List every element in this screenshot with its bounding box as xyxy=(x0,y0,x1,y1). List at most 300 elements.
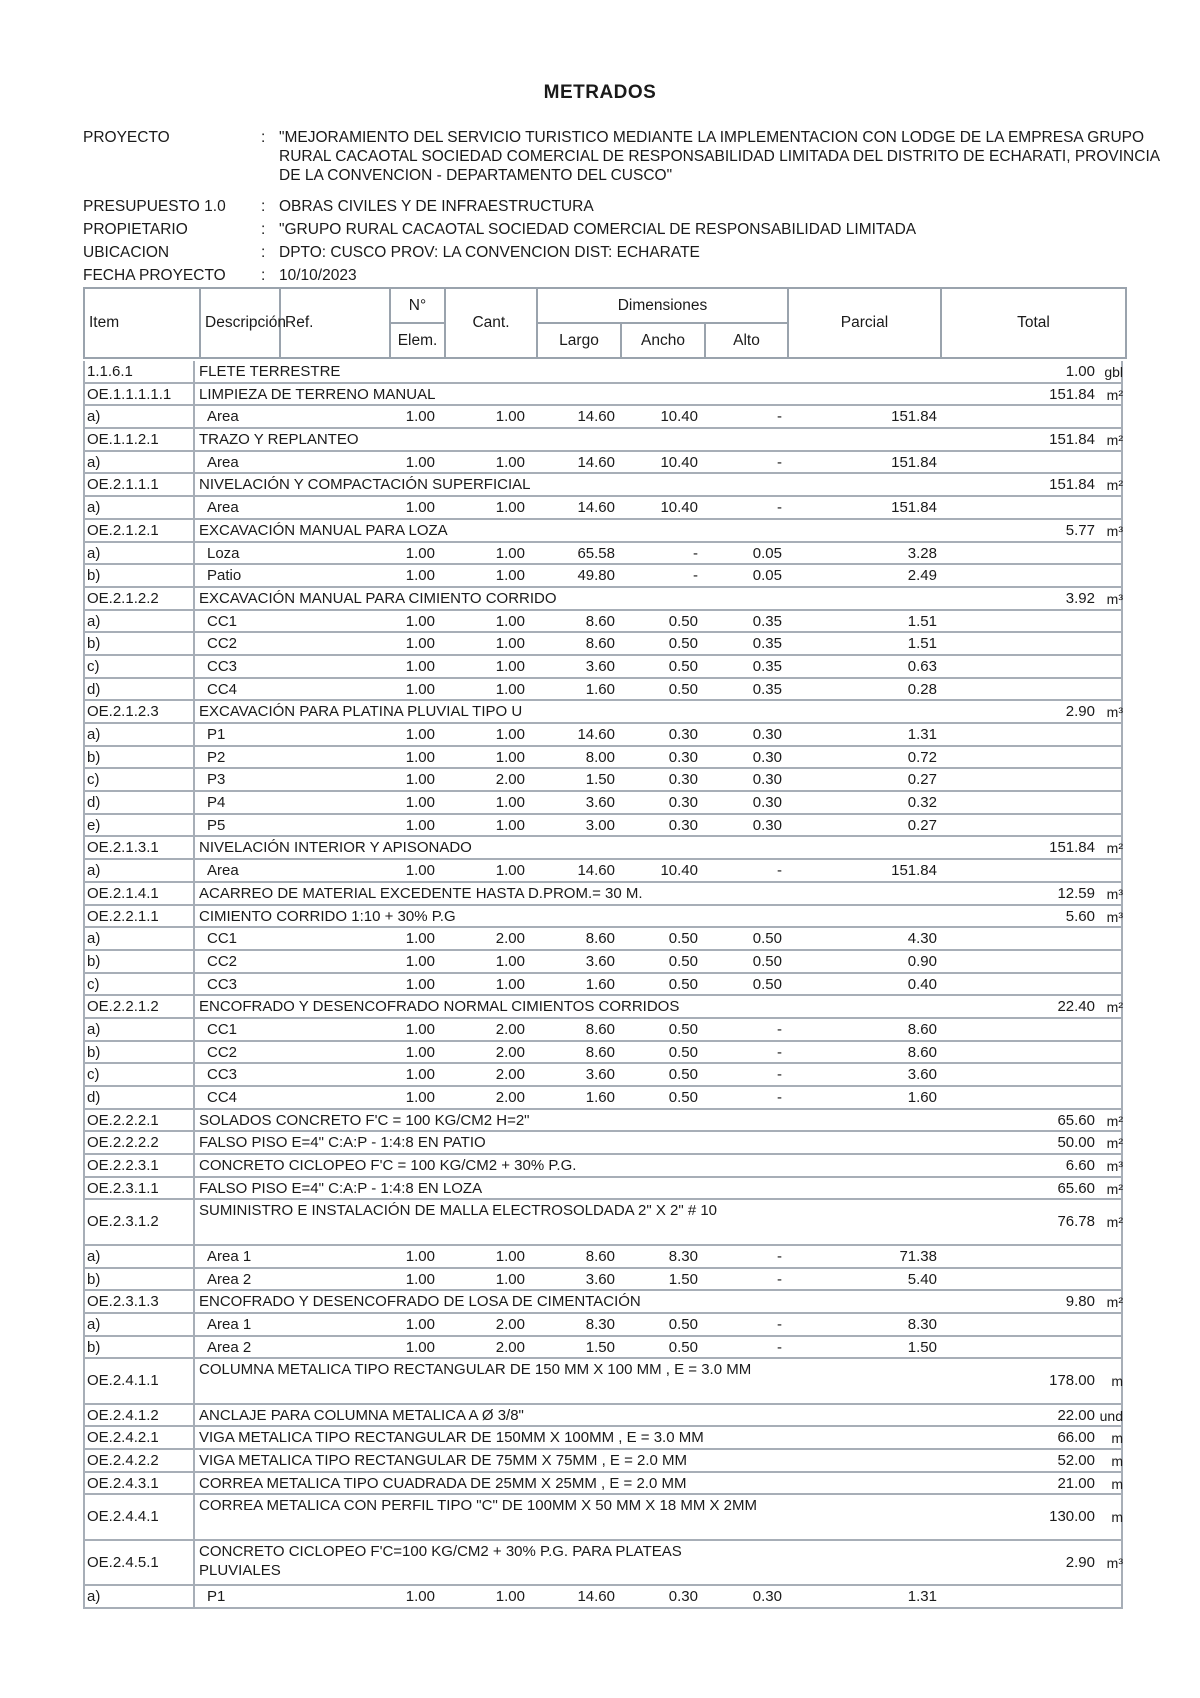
largo-cell: 3.00 xyxy=(585,816,615,834)
alto-cell: 0.30 xyxy=(752,771,782,789)
item-row xyxy=(83,837,1123,860)
unit-cell: und xyxy=(1099,1407,1123,1424)
item-description: EXCAVACIÓN PARA PLATINA PLUVIAL TIPO U xyxy=(199,703,523,721)
alto-cell: 0.50 xyxy=(752,930,782,948)
unit-cell: m³ xyxy=(1106,1554,1123,1571)
sub-item-label: d) xyxy=(87,794,101,812)
item-code: OE.2.4.3.1 xyxy=(87,1474,159,1492)
column-divider xyxy=(193,747,195,768)
total-cell: 65.60 xyxy=(1057,1111,1095,1129)
n-elem-cell: 1.00 xyxy=(405,975,435,993)
item-description: ENCOFRADO Y DESENCOFRADO DE LOSA DE CIMENTACIÓN xyxy=(199,1293,641,1311)
column-divider xyxy=(193,1337,195,1358)
item-code: OE.2.4.2.1 xyxy=(87,1429,159,1447)
presupuesto-label: PRESUPUESTO 1.0 xyxy=(83,198,226,215)
colon: : xyxy=(261,267,266,284)
detail-description: Area 2 xyxy=(207,1270,252,1288)
column-divider xyxy=(193,361,195,382)
unit-cell: m³ xyxy=(1106,1158,1123,1175)
ancho-cell: 10.40 xyxy=(660,862,698,880)
item-code: OE.2.3.1.3 xyxy=(87,1293,159,1311)
cant-cell: 1.00 xyxy=(495,453,525,471)
n-elem-cell: 1.00 xyxy=(405,1066,435,1084)
column-divider xyxy=(193,679,195,700)
largo-cell: 14.60 xyxy=(577,499,615,517)
largo-cell: 14.60 xyxy=(577,862,615,880)
ancho-cell: 0.50 xyxy=(668,612,698,630)
column-divider xyxy=(193,1427,195,1448)
column-divider xyxy=(193,565,195,586)
total-cell: 9.80 xyxy=(1065,1293,1095,1311)
n-elem-cell: 1.00 xyxy=(405,657,435,675)
parcial-cell: 2.49 xyxy=(907,567,937,585)
parcial-cell: 3.60 xyxy=(907,1066,937,1084)
total-cell: 2.90 xyxy=(1065,1553,1095,1571)
detail-description: Area xyxy=(207,453,239,471)
parcial-cell: 0.40 xyxy=(907,975,937,993)
ancho-cell: 0.50 xyxy=(668,635,698,653)
total-cell: 66.00 xyxy=(1057,1429,1095,1447)
item-code: 1.1.6.1 xyxy=(87,363,133,380)
n-elem-cell: 1.00 xyxy=(405,1247,435,1265)
detail-row xyxy=(83,497,1123,520)
parcial-cell: 0.27 xyxy=(907,771,937,789)
parcial-cell: 151.84 xyxy=(891,453,937,471)
detail-row xyxy=(83,951,1123,974)
sub-item-label: b) xyxy=(87,1270,101,1288)
column-header-table xyxy=(83,287,1127,359)
largo-cell: 14.60 xyxy=(577,726,615,743)
detail-description: CC1 xyxy=(207,612,238,630)
ancho-cell: - xyxy=(693,544,698,562)
unit-cell: m² xyxy=(1106,432,1123,449)
item-description: ANCLAJE PARA COLUMNA METALICA A Ø 3/8" xyxy=(199,1406,524,1424)
column-divider xyxy=(193,384,195,405)
column-divider xyxy=(193,951,195,972)
detail-row xyxy=(83,679,1123,702)
unit-cell: m xyxy=(1111,1475,1123,1492)
column-divider xyxy=(193,429,195,450)
item-description: CONCRETO CICLOPEO F'C=100 KG/CM2 + 30% P.G. PARA PLATEAS PLUVIALES xyxy=(199,1542,682,1579)
cant-cell: 2.00 xyxy=(495,1020,525,1038)
alto-cell: 0.05 xyxy=(752,544,782,562)
item-code: OE.2.3.1.1 xyxy=(87,1179,159,1197)
alto-cell: - xyxy=(777,1270,782,1288)
item-row xyxy=(83,1359,1123,1404)
detail-row xyxy=(83,928,1123,951)
alto-cell: - xyxy=(777,1338,782,1356)
item-code: OE.2.1.2.2 xyxy=(87,589,159,607)
item-row xyxy=(83,1450,1123,1473)
cant-cell: 1.00 xyxy=(495,544,525,562)
ancho-cell: 8.30 xyxy=(668,1247,698,1265)
total-cell: 178.00 xyxy=(1049,1372,1095,1390)
total-cell: 1.00 xyxy=(1065,363,1095,380)
sub-item-label: c) xyxy=(87,1066,100,1084)
item-code: OE.2.2.1.2 xyxy=(87,998,159,1016)
n-elem-cell: 1.00 xyxy=(405,1043,435,1061)
alto-cell: - xyxy=(777,1089,782,1106)
column-divider xyxy=(193,1359,195,1402)
sub-item-label: a) xyxy=(87,612,101,630)
column-divider xyxy=(193,1110,195,1131)
n-elem-cell: 1.00 xyxy=(405,726,435,743)
item-description: ACARREO DE MATERIAL EXCEDENTE HASTA D.PROM.= 30 M. xyxy=(199,884,643,902)
parcial-cell: 8.60 xyxy=(907,1020,937,1038)
alto-cell: 0.35 xyxy=(752,657,782,675)
total-cell: 22.00 xyxy=(1057,1406,1095,1424)
proyecto-row xyxy=(83,128,1160,188)
item-description: NIVELACIÓN INTERIOR Y APISONADO xyxy=(199,839,472,857)
parcial-cell: 0.32 xyxy=(907,794,937,812)
detail-description: P3 xyxy=(207,771,226,789)
largo-cell: 1.60 xyxy=(585,1089,615,1106)
largo-cell: 8.60 xyxy=(585,1043,615,1061)
detail-row xyxy=(83,1246,1123,1269)
parcial-cell: 1.31 xyxy=(907,1588,937,1606)
sub-item-label: b) xyxy=(87,952,101,970)
detail-description: CC2 xyxy=(207,952,238,970)
unit-cell: m³ xyxy=(1106,908,1123,925)
alto-cell: 0.05 xyxy=(752,567,782,585)
detail-description: Patio xyxy=(207,567,242,585)
cant-cell: 2.00 xyxy=(495,1338,525,1356)
fecha-value: 10/10/2023 xyxy=(279,267,357,284)
item-row xyxy=(83,361,1123,384)
detail-description: Area xyxy=(207,499,239,517)
item-description: CORREA METALICA TIPO CUADRADA DE 25MM X 25MM , E = 2.0 MM xyxy=(199,1474,687,1492)
detail-row xyxy=(83,1269,1123,1292)
item-code: OE.2.4.4.1 xyxy=(87,1508,159,1526)
item-description: CORREA METALICA CON PERFIL TIPO "C" DE 100MM X 50 MM X 18 MM X 2MM xyxy=(199,1497,757,1515)
unit-cell: m³ xyxy=(1106,704,1123,721)
ancho-cell: 10.40 xyxy=(660,453,698,471)
n-elem-cell: 1.00 xyxy=(405,680,435,698)
detail-row xyxy=(83,1087,1123,1110)
parcial-cell: 0.63 xyxy=(907,657,937,675)
largo-cell: 1.60 xyxy=(585,680,615,698)
item-code: OE.2.4.5.1 xyxy=(87,1553,159,1571)
cant-cell: 1.00 xyxy=(495,1270,525,1288)
column-divider xyxy=(193,1269,195,1290)
column-divider xyxy=(193,906,195,927)
detail-description: P5 xyxy=(207,816,226,834)
n-elem-cell: 1.00 xyxy=(405,544,435,562)
detail-description: CC4 xyxy=(207,680,238,698)
cant-cell: 1.00 xyxy=(495,952,525,970)
n-elem-cell: 1.00 xyxy=(405,567,435,585)
item-code: OE.2.2.2.1 xyxy=(87,1111,159,1129)
detail-row xyxy=(83,1586,1123,1609)
item-row xyxy=(83,429,1123,452)
detail-description: P2 xyxy=(207,748,226,766)
n-elem-cell: 1.00 xyxy=(405,453,435,471)
unit-cell: m² xyxy=(1106,1180,1123,1197)
item-description: CIMIENTO CORRIDO 1:10 + 30% P.G xyxy=(199,907,456,925)
cant-cell: 1.00 xyxy=(495,816,525,834)
column-divider xyxy=(193,1042,195,1063)
column-divider xyxy=(193,656,195,677)
item-row xyxy=(83,1405,1123,1428)
n-elem-cell: 1.00 xyxy=(405,1270,435,1288)
alto-cell: 0.30 xyxy=(752,726,782,743)
alto-cell: - xyxy=(777,1315,782,1333)
item-description: TRAZO Y REPLANTEO xyxy=(199,431,359,449)
item-code: OE.2.1.2.1 xyxy=(87,521,159,539)
sub-item-label: d) xyxy=(87,1089,101,1106)
column-divider xyxy=(193,588,195,609)
item-code: OE.2.3.1.2 xyxy=(87,1213,159,1231)
alto-cell: - xyxy=(777,408,782,426)
ancho-cell: 0.50 xyxy=(668,975,698,993)
detail-row xyxy=(83,974,1123,997)
detail-description: CC1 xyxy=(207,930,238,948)
alto-cell: 0.35 xyxy=(752,612,782,630)
alto-cell: - xyxy=(777,499,782,517)
cant-cell: 1.00 xyxy=(495,612,525,630)
item-description: ENCOFRADO Y DESENCOFRADO NORMAL CIMIENTOS CORRIDOS xyxy=(199,998,680,1016)
item-row xyxy=(83,883,1123,906)
total-cell: 65.60 xyxy=(1057,1179,1095,1197)
largo-cell: 8.60 xyxy=(585,612,615,630)
sub-item-label: b) xyxy=(87,567,101,585)
alto-cell: - xyxy=(777,1066,782,1084)
detail-row xyxy=(83,747,1123,770)
total-cell: 5.60 xyxy=(1065,907,1095,925)
item-code: OE.2.4.2.2 xyxy=(87,1452,159,1470)
column-divider xyxy=(193,974,195,995)
parcial-cell: 8.60 xyxy=(907,1043,937,1061)
n-elem-cell: 1.00 xyxy=(405,794,435,812)
column-divider xyxy=(193,860,195,881)
column-divider xyxy=(193,724,195,745)
largo-cell: 3.60 xyxy=(585,1066,615,1084)
n-elem-cell: 1.00 xyxy=(405,1089,435,1106)
cant-cell: 1.00 xyxy=(495,975,525,993)
detail-description: P1 xyxy=(207,1588,226,1606)
detail-description: CC4 xyxy=(207,1089,238,1106)
total-cell: 151.84 xyxy=(1049,476,1095,494)
col-ancho: Ancho xyxy=(621,323,705,358)
column-divider xyxy=(193,1178,195,1199)
detail-description: P4 xyxy=(207,794,226,812)
colon: : xyxy=(261,129,266,146)
detail-row xyxy=(83,724,1123,747)
sub-item-label: a) xyxy=(87,1588,101,1606)
alto-cell: 0.30 xyxy=(752,816,782,834)
item-code: OE.2.1.1.1 xyxy=(87,476,159,494)
item-description: FALSO PISO E=4" C:A:P - 1:4:8 EN LOZA xyxy=(199,1179,483,1197)
sub-item-label: b) xyxy=(87,635,101,653)
item-row xyxy=(83,1541,1123,1586)
alto-cell: 0.50 xyxy=(752,952,782,970)
detail-row xyxy=(83,656,1123,679)
cant-cell: 2.00 xyxy=(495,771,525,789)
largo-cell: 14.60 xyxy=(577,1588,615,1606)
ancho-cell: 0.50 xyxy=(668,1066,698,1084)
ancho-cell: 1.50 xyxy=(668,1270,698,1288)
n-elem-cell: 1.00 xyxy=(405,952,435,970)
n-elem-cell: 1.00 xyxy=(405,1315,435,1333)
parcial-cell: 3.28 xyxy=(907,544,937,562)
alto-cell: 0.30 xyxy=(752,1588,782,1606)
sub-item-label: d) xyxy=(87,680,101,698)
column-divider xyxy=(193,1405,195,1426)
detail-row xyxy=(83,452,1123,475)
n-elem-cell: 1.00 xyxy=(405,771,435,789)
item-row xyxy=(83,588,1123,611)
total-cell: 151.84 xyxy=(1049,431,1095,449)
detail-row xyxy=(83,860,1123,883)
item-code: OE.2.2.1.1 xyxy=(87,907,159,925)
ancho-cell: 0.30 xyxy=(668,794,698,812)
detail-description: Area 1 xyxy=(207,1247,252,1265)
parcial-cell: 151.84 xyxy=(891,499,937,517)
ancho-cell: 10.40 xyxy=(660,499,698,517)
unit-cell: m³ xyxy=(1106,522,1123,539)
unit-cell: m² xyxy=(1106,1135,1123,1152)
metrados-table xyxy=(83,361,1123,1609)
column-divider xyxy=(193,406,195,427)
item-description: CONCRETO CICLOPEO F'C = 100 KG/CM2 + 30% P.G. xyxy=(199,1157,577,1175)
item-description: EXCAVACIÓN MANUAL PARA LOZA xyxy=(199,521,448,539)
detail-description: Area xyxy=(207,862,239,880)
column-divider xyxy=(193,1495,195,1538)
unit-cell: m xyxy=(1111,1509,1123,1526)
unit-cell: m xyxy=(1111,1453,1123,1470)
cant-cell: 1.00 xyxy=(495,657,525,675)
item-row xyxy=(83,906,1123,929)
col-total: Total xyxy=(941,288,1126,358)
ancho-cell: 0.30 xyxy=(668,726,698,743)
column-divider xyxy=(193,1200,195,1243)
sub-item-label: a) xyxy=(87,930,101,948)
unit-cell: m³ xyxy=(1106,885,1123,902)
unit-cell: m³ xyxy=(1106,590,1123,607)
parcial-cell: 151.84 xyxy=(891,862,937,880)
col-n: N° xyxy=(390,288,445,323)
cant-cell: 1.00 xyxy=(495,794,525,812)
col-elem: Elem. xyxy=(390,323,445,358)
detail-row xyxy=(83,1019,1123,1042)
total-cell: 6.60 xyxy=(1065,1157,1095,1175)
item-description: VIGA METALICA TIPO RECTANGULAR DE 150MM X 100MM , E = 3.0 MM xyxy=(199,1429,704,1447)
sub-item-label: b) xyxy=(87,1043,101,1061)
presupuesto-value: OBRAS CIVILES Y DE INFRAESTRUCTURA xyxy=(279,198,594,215)
unit-cell: m xyxy=(1111,1430,1123,1447)
cant-cell: 1.00 xyxy=(495,680,525,698)
colon: : xyxy=(261,221,266,238)
n-elem-cell: 1.00 xyxy=(405,1588,435,1606)
item-code: OE.1.1.1.1.1 xyxy=(87,385,172,403)
proyecto-value: "MEJORAMIENTO DEL SERVICIO TURISTICO MEDIANTE LA IMPLEMENTACION CON LODGE DE LA EMPRESA GRUPO RURAL CACAOTAL SOCIEDAD COMERCIAL DE RESPONSABILIDAD LIMITADA DEL DISTRITO DE ECHARATI, PROVINCIA DE LA CONVENCION - DEPARTAMENTO DEL CUSCO" xyxy=(279,129,1160,184)
item-row xyxy=(83,1427,1123,1450)
detail-row xyxy=(83,543,1123,566)
sub-item-label: b) xyxy=(87,748,101,766)
parcial-cell: 1.31 xyxy=(907,726,937,743)
parcial-cell: 0.90 xyxy=(907,952,937,970)
detail-description: CC2 xyxy=(207,1043,238,1061)
item-description: SUMINISTRO E INSTALACIÓN DE MALLA ELECTROSOLDADA 2" X 2" # 10 xyxy=(199,1202,718,1220)
alto-cell: - xyxy=(777,1247,782,1265)
sub-item-label: a) xyxy=(87,1315,101,1333)
ancho-cell: 0.50 xyxy=(668,930,698,948)
ancho-cell: 0.30 xyxy=(668,771,698,789)
alto-cell: 0.35 xyxy=(752,680,782,698)
column-divider xyxy=(193,543,195,564)
item-row xyxy=(83,384,1123,407)
parcial-cell: 0.72 xyxy=(907,748,937,766)
detail-description: Area xyxy=(207,408,239,426)
colon: : xyxy=(261,244,266,261)
largo-cell: 49.80 xyxy=(577,567,615,585)
unit-cell: m² xyxy=(1106,1112,1123,1129)
alto-cell: - xyxy=(777,862,782,880)
column-divider xyxy=(193,1314,195,1335)
detail-row xyxy=(83,406,1123,429)
item-description: FALSO PISO E=4" C:A:P - 1:4:8 EN PATIO xyxy=(199,1134,486,1152)
unit-cell: m² xyxy=(1106,999,1123,1016)
largo-cell: 8.60 xyxy=(585,1020,615,1038)
item-row xyxy=(83,1291,1123,1314)
total-cell: 151.84 xyxy=(1049,385,1095,403)
cant-cell: 1.00 xyxy=(495,1247,525,1265)
detail-description: P1 xyxy=(207,726,226,743)
largo-cell: 1.60 xyxy=(585,975,615,993)
parcial-cell: 0.28 xyxy=(907,680,937,698)
cant-cell: 1.00 xyxy=(495,726,525,743)
detail-description: CC2 xyxy=(207,635,238,653)
alto-cell: 0.30 xyxy=(752,748,782,766)
total-cell: 130.00 xyxy=(1049,1508,1095,1526)
item-row xyxy=(83,996,1123,1019)
column-divider xyxy=(193,1473,195,1494)
total-cell: 3.92 xyxy=(1065,589,1095,607)
item-row xyxy=(83,701,1123,724)
parcial-cell: 151.84 xyxy=(891,408,937,426)
item-description: NIVELACIÓN Y COMPACTACIÓN SUPERFICIAL xyxy=(199,476,531,494)
n-elem-cell: 1.00 xyxy=(405,612,435,630)
column-divider xyxy=(193,1586,195,1607)
column-divider xyxy=(193,837,195,858)
page-title: METRADOS xyxy=(543,82,657,103)
largo-cell: 3.60 xyxy=(585,952,615,970)
unit-cell: m² xyxy=(1106,386,1123,403)
item-code: OE.2.4.1.1 xyxy=(87,1372,159,1390)
ancho-cell: 0.30 xyxy=(668,1588,698,1606)
unit-cell: m² xyxy=(1106,1294,1123,1311)
parcial-cell: 71.38 xyxy=(899,1247,937,1265)
ancho-cell: 0.50 xyxy=(668,1089,698,1106)
largo-cell: 1.50 xyxy=(585,771,615,789)
column-divider xyxy=(193,1064,195,1085)
item-row xyxy=(83,1132,1123,1155)
column-divider xyxy=(193,1450,195,1471)
n-elem-cell: 1.00 xyxy=(405,408,435,426)
item-row xyxy=(83,1495,1123,1540)
sub-item-label: e) xyxy=(87,816,101,834)
col-largo: Largo xyxy=(537,323,621,358)
cant-cell: 2.00 xyxy=(495,1066,525,1084)
largo-cell: 8.30 xyxy=(585,1315,615,1333)
colon: : xyxy=(261,198,266,215)
sub-item-label: b) xyxy=(87,1338,101,1356)
total-cell: 2.90 xyxy=(1065,703,1095,721)
cant-cell: 1.00 xyxy=(495,635,525,653)
column-divider xyxy=(193,1019,195,1040)
total-cell: 50.00 xyxy=(1057,1134,1095,1152)
n-elem-cell: 1.00 xyxy=(405,1338,435,1356)
